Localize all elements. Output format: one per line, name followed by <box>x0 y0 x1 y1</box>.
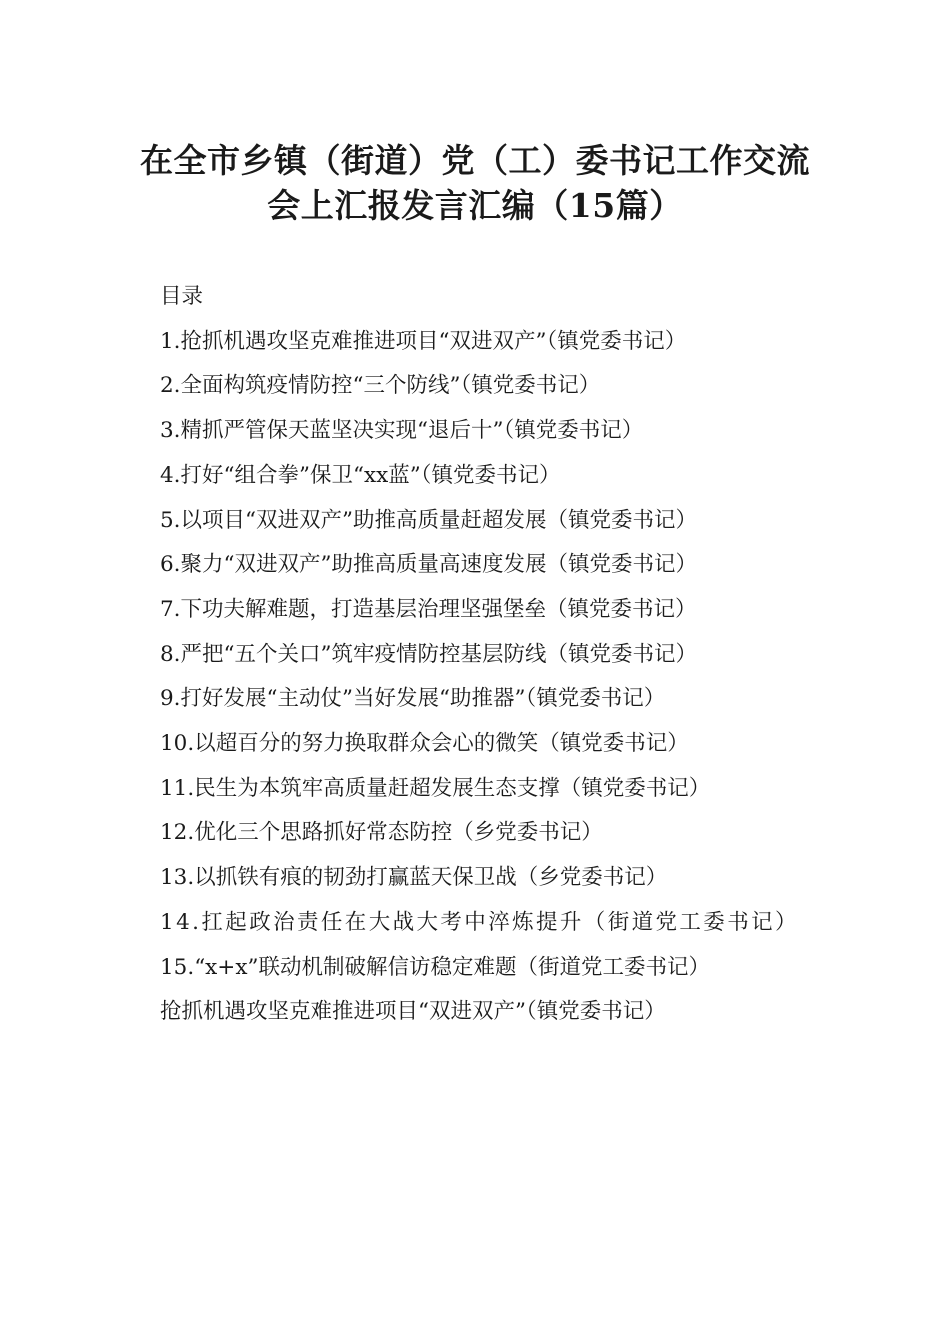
toc-item-12: 12.优化三个思路抓好常态防控（乡党委书记） <box>160 820 603 846</box>
first-article-title: 抢抓机遇攻坚克难推进项目“双进双产”（镇党委书记） <box>160 999 666 1025</box>
table-of-contents <box>118 275 823 1035</box>
document-title-line-2: 会上汇报发言汇编（15篇） <box>267 186 683 225</box>
toc-item-11: 11.民生为本筑牢高质量赶超发展生态支撑（镇党委书记） <box>160 775 711 801</box>
toc-item-4: 4.打好“组合拳”保卫“xx蓝”（镇党委书记） <box>160 462 561 488</box>
toc-heading: 目录 <box>160 284 204 309</box>
toc-item-5: 5.以项目“双进双产”助推高质量赶超发展（镇党委书记） <box>160 507 697 533</box>
document-title <box>100 138 850 228</box>
toc-item-3: 3.精抓严管保天蓝坚决实现“退后十”（镇党委书记） <box>160 418 644 444</box>
toc-item-13: 13.以抓铁有痕的韧劲打赢蓝天保卫战（乡党委书记） <box>160 865 668 891</box>
toc-item-1: 1.抢抓机遇攻坚克难推进项目“双进双产”（镇党委书记） <box>160 328 687 354</box>
toc-item-10: 10.以超百分的努力换取群众会心的微笑（镇党委书记） <box>160 731 689 757</box>
toc-item-9: 9.打好发展“主动仗”当好发展“助推器”（镇党委书记） <box>160 686 666 712</box>
toc-item-2: 2.全面构筑疫情防控“三个防线”（镇党委书记） <box>160 373 601 399</box>
toc-item-7: 7.下功夫解难题，打造基层治理坚强堡垒（镇党委书记） <box>160 596 697 622</box>
toc-item-15: 15.“x+x”联动机制破解信访稳定难题（街道党工委书记） <box>160 954 710 980</box>
toc-item-8: 8.严把“五个关口”筑牢疫情防控基层防线（镇党委书记） <box>160 641 697 667</box>
document-title-line-1: 在全市乡镇（街道）党（工）委书记工作交流 <box>140 141 810 180</box>
toc-item-6: 6.聚力“双进双产”助推高质量高速度发展（镇党委书记） <box>160 552 697 578</box>
toc-item-14: 14.扛起政治责任在大战大考中淬炼提升（街道党工委书记） <box>160 909 799 935</box>
